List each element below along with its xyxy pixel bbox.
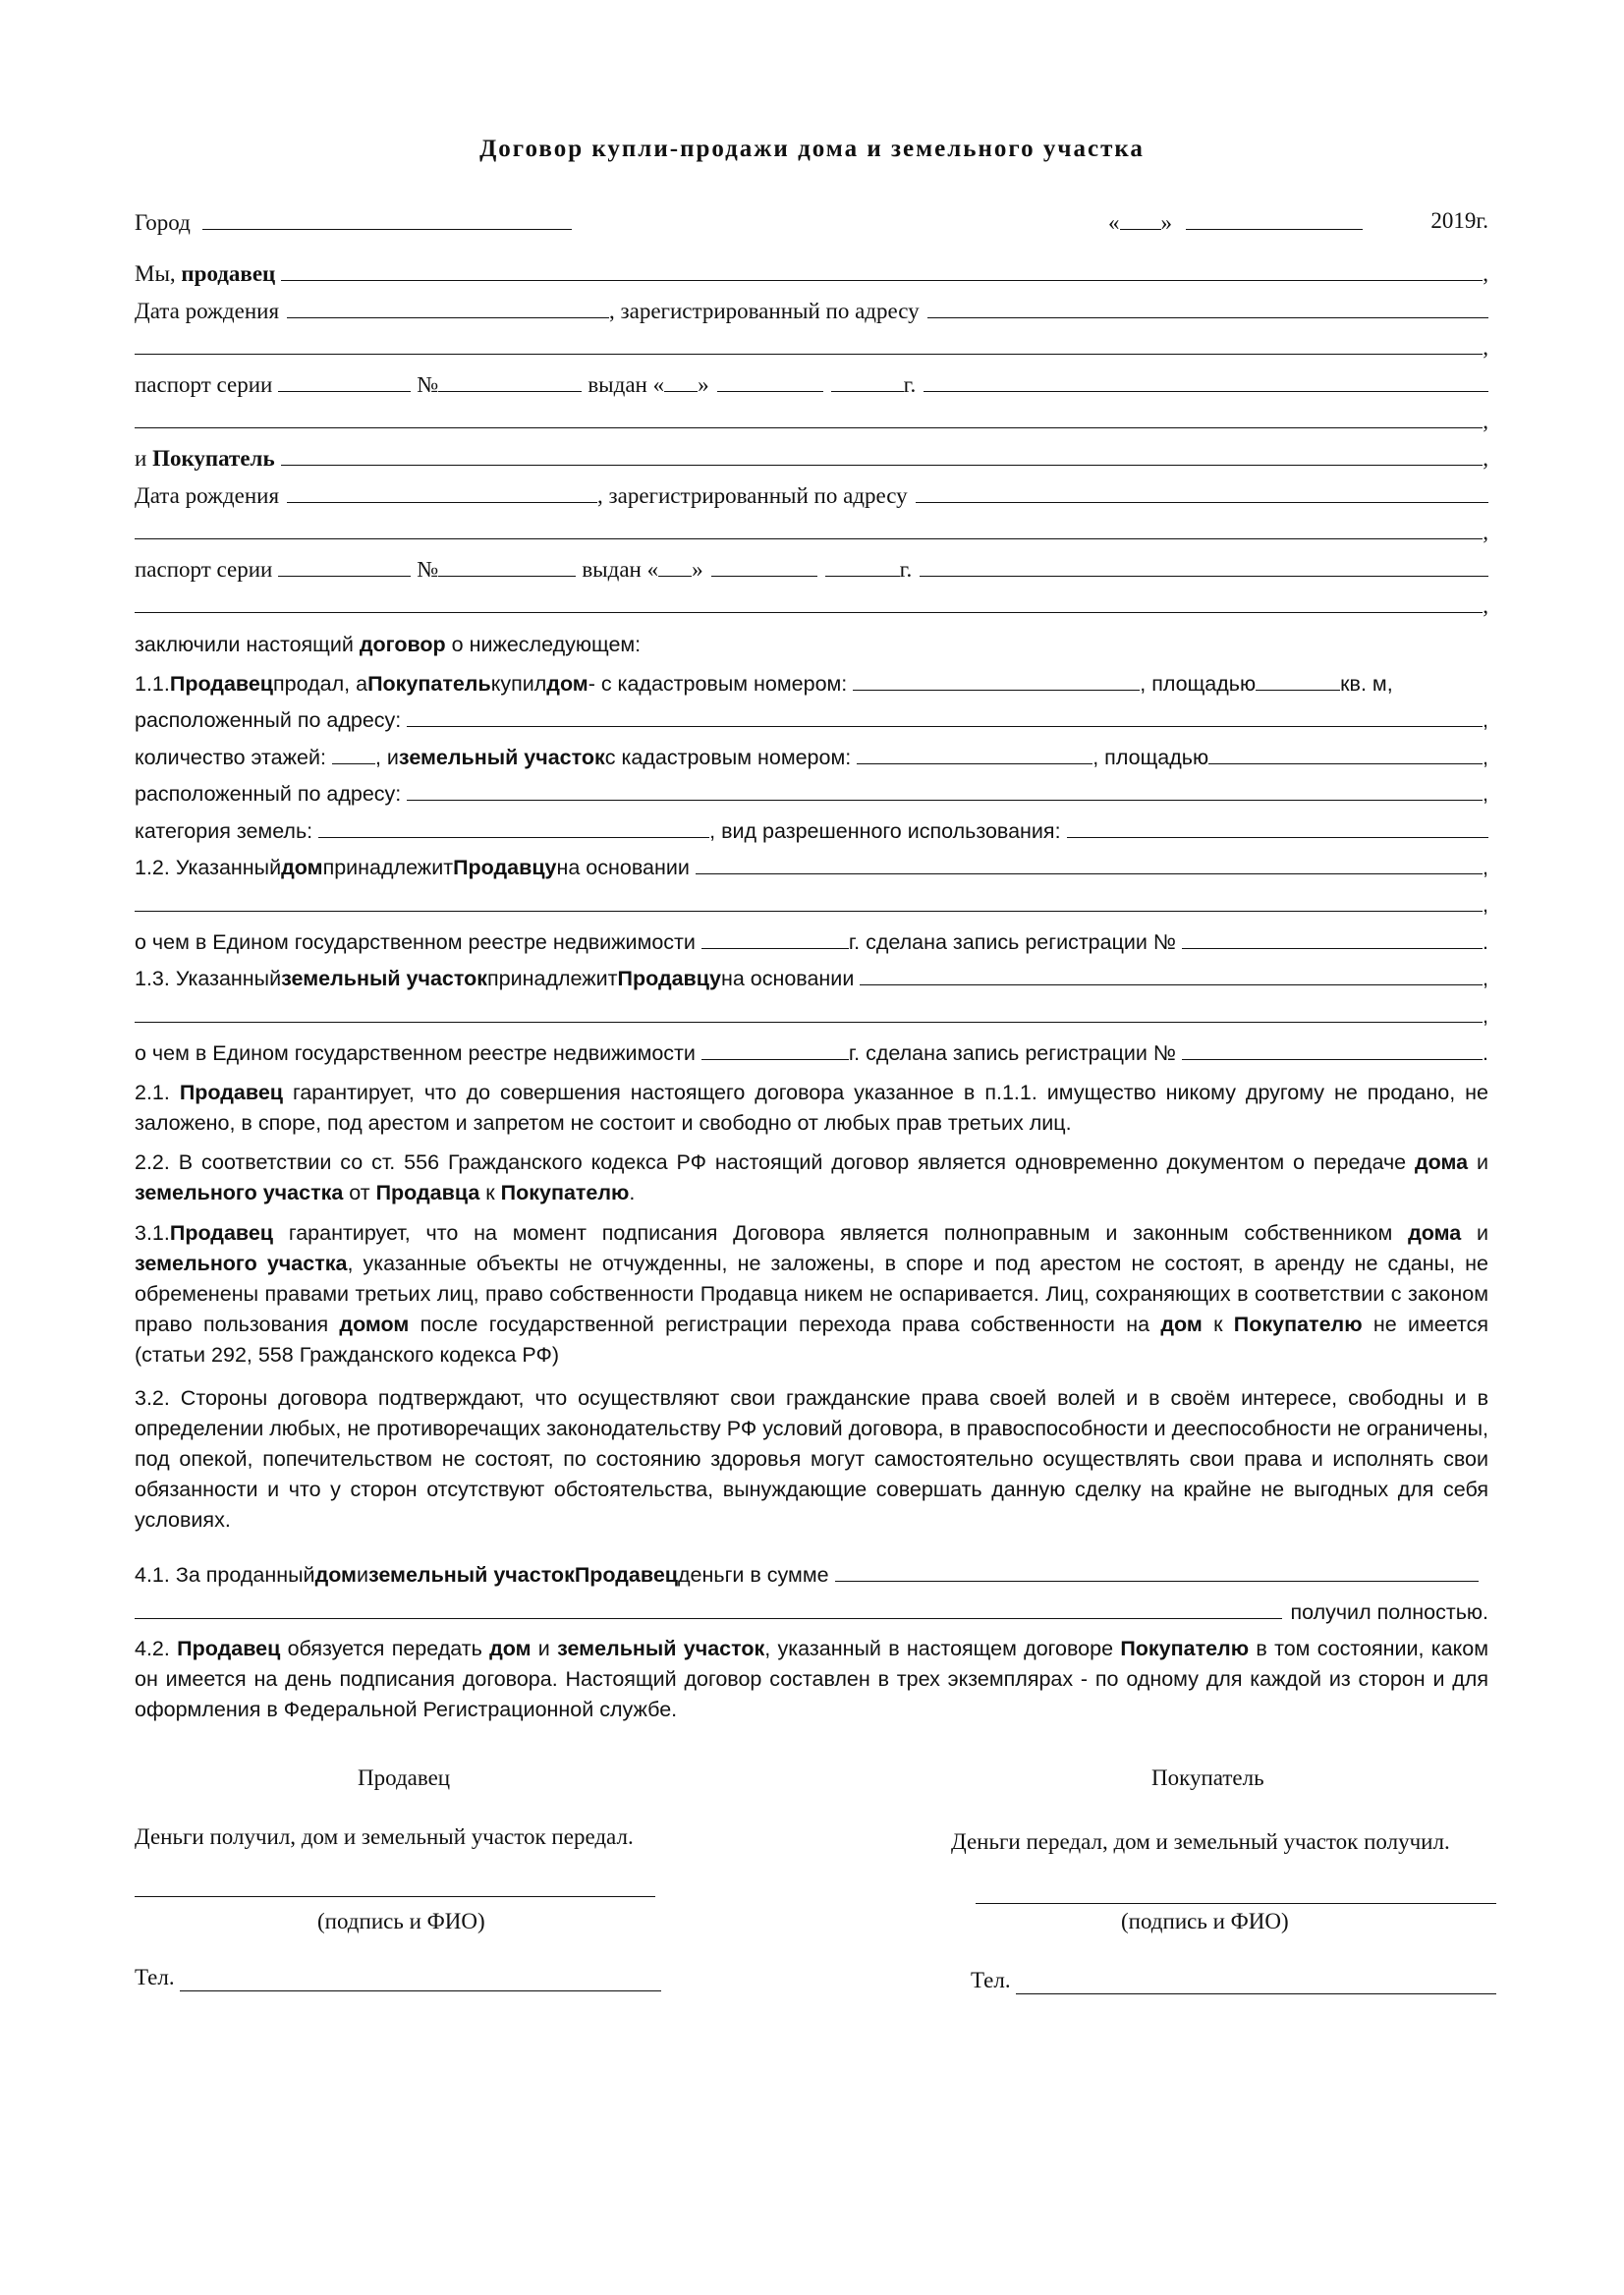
buyer-address-line-2: , <box>135 516 1488 545</box>
date-month-field[interactable] <box>1186 206 1363 230</box>
floors-field[interactable] <box>332 741 375 764</box>
land-registry-number-field[interactable] <box>1182 1036 1483 1060</box>
seller-issued-by-line-2: , <box>135 405 1488 434</box>
land-registry-date-field[interactable] <box>701 1036 849 1060</box>
seller-signature-heading: Продавец <box>358 1765 451 1790</box>
paragraph-2-1: 2.1. Продавец гарантирует, что до совершения настоящего договора указанное в п.1.1. имущество никому другому не продано, не заложено, в споре, под арестом и запретом не состоит и свободно от любых прав третьих лиц. <box>135 1081 1488 1135</box>
paragraph-4-2: 4.2. Продавец обязуется передать дом и земельный участок, указанный в настоящем договоре Покупателю в том состоянии, каком он имеется на день подписания договора. Настоящий договор составлен в трех экземплярах - по одному для каждой из сторон и для оформления в Федеральной Регистрационной службе. <box>135 1637 1488 1721</box>
land-ownership-basis-field-2[interactable] <box>135 999 1483 1023</box>
buyer-issued-by-field-2[interactable] <box>135 589 1483 613</box>
seller-address-line-2: , <box>135 331 1488 361</box>
buyer-phone-label: Тел. <box>971 1968 1011 1992</box>
seller-signature-caption: (подпись и ФИО) <box>317 1909 485 1933</box>
land-address-line: расположенный по адресу: , <box>135 777 1488 807</box>
buyer-signature-line[interactable] <box>976 1903 1496 1904</box>
city-label: Город <box>135 210 191 235</box>
buyer-issued-by-line-2: , <box>135 589 1488 619</box>
house-ownership-basis-line-2: , <box>135 888 1488 918</box>
land-category-field[interactable] <box>318 814 709 838</box>
paragraph-3-2: 3.2. Стороны договора подтверждают, что осуществляют свои гражданские права своей волей и в своём интересе, свободны и в определении любых, не противоречащих законодательству РФ условий договора, в правоспособности и дееспособности не ограничены, под опекой, попечительством не состоят, по состоянию здоровья могут самостоятельно осуществлять свои права и исполнять свои обязанности и что у сторон отсутствуют обстоятельства, вынуждающие совершать данную сделку на крайне не выгодных для себя условиях. <box>135 1386 1488 1532</box>
paragraph-3-1: 3.1.Продавец гарантирует, что на момент подписания Договора является полноправным и законным собственником дома и земельного участка, указанные объекты не отчужденны, не заложены, в споре и под арестом не состоят, в аренду не сданы, не обременены правами третьих лиц, право собственности Продавца никем не оспаривается. Лиц, сохраняющих в соответствии с законом право пользования домом после государственной регистрации перехода права собственности на дом к Покупателю не имеется (статьи 292, 558 Гражданского кодекса РФ) <box>135 1221 1489 1367</box>
house-registry-date-field[interactable] <box>701 925 849 949</box>
city-date-line <box>135 206 1488 236</box>
clause-1-1-line: 1.1. Продавец продал, а Покупатель купил дом - с кадастровым номером: , площадью кв. м, <box>135 667 1488 697</box>
buyer-signature-caption: (подпись и ФИО) <box>1121 1909 1289 1933</box>
house-address-field[interactable] <box>407 703 1483 727</box>
buyer-address-field[interactable] <box>916 479 1488 503</box>
land-category-line: категория земель: , вид разрешенного использования: <box>135 814 1488 844</box>
land-usage-field[interactable] <box>1067 814 1488 838</box>
buyer-role: Покупатель <box>152 446 275 471</box>
seller-name-line: Мы, продавец , <box>135 257 1488 287</box>
year-label: 2019г. <box>1430 208 1488 233</box>
seller-address-field[interactable] <box>927 295 1488 318</box>
house-registry-line: о чем в Едином государственном реестре недвижимости г. сделана запись регистрации № . <box>135 925 1488 955</box>
seller-phone-field[interactable] <box>180 1990 661 1991</box>
seller-passport-line: паспорт серии № выдан « » г. <box>135 368 1488 398</box>
clause-1-2-line: 1.2. Указанный дом принадлежит Продавцу на основании , <box>135 851 1488 880</box>
seller-phone-label: Тел. <box>135 1965 175 1989</box>
buyer-signature-heading: Покупатель <box>1151 1765 1264 1790</box>
paragraph-4-1-line: 4.1. За проданный дом и земельный участок Продавец деньги в сумме <box>135 1558 1488 1588</box>
seller-name-field[interactable] <box>281 257 1483 281</box>
land-registry-line: о чем в Едином государственном реестре недвижимости г. сделана запись регистрации № . <box>135 1036 1488 1066</box>
seller-passport-series-field[interactable] <box>278 368 411 392</box>
seller-birth-line: Дата рождения , зарегистрированный по адресу <box>135 295 1488 324</box>
house-ownership-basis-field-2[interactable] <box>135 888 1483 912</box>
house-cadastral-field[interactable] <box>853 667 1140 691</box>
clause-1-3-line: 1.3. Указанный земельный участок принадлежит Продавцу на основании , <box>135 962 1488 991</box>
house-ownership-basis-field[interactable] <box>696 851 1483 874</box>
buyer-birth-line: Дата рождения , зарегистрированный по адресу <box>135 479 1488 509</box>
seller-signature-line[interactable] <box>135 1896 655 1897</box>
buyer-birth-field[interactable] <box>287 479 597 503</box>
concluded-line: заключили настоящий договор о нижеследующем: <box>135 633 642 656</box>
land-area-field[interactable] <box>1208 741 1483 764</box>
buyer-name-line: и Покупатель , <box>135 442 1488 472</box>
buyer-issued-day-field[interactable] <box>658 553 692 577</box>
seller-issued-month-field[interactable] <box>717 368 823 392</box>
buyer-phone-field[interactable] <box>1016 1993 1496 1994</box>
house-area-field[interactable] <box>1256 667 1340 691</box>
buyer-name-field[interactable] <box>281 442 1484 466</box>
price-words-line: получил полностью. <box>135 1595 1488 1625</box>
buyer-passport-number-field[interactable] <box>438 553 576 577</box>
seller-passport-number-field[interactable] <box>438 368 582 392</box>
floors-land-line: количество этажей: , и земельный участок с кадастровым номером: , площадью , <box>135 741 1488 770</box>
seller-issued-year-field[interactable] <box>831 368 904 392</box>
house-registry-number-field[interactable] <box>1182 925 1483 949</box>
buyer-issued-year-field[interactable] <box>825 553 900 577</box>
seller-birth-field[interactable] <box>287 295 609 318</box>
land-ownership-basis-line-2: , <box>135 999 1488 1029</box>
city-field[interactable] <box>202 206 572 230</box>
buyer-statement: Деньги передал, дом и земельный участок получил. <box>951 1829 1450 1854</box>
land-address-field[interactable] <box>407 777 1483 801</box>
buyer-issued-month-field[interactable] <box>711 553 817 577</box>
document-title: Договор купли-продажи дома и земельного участка <box>479 136 1145 162</box>
land-ownership-basis-field[interactable] <box>860 962 1483 985</box>
seller-issued-by-field-2[interactable] <box>135 405 1483 428</box>
buyer-passport-line: паспорт серии № выдан « » г. <box>135 553 1488 583</box>
paragraph-2-2: 2.2. В соответствии со ст. 556 Гражданского кодекса РФ настоящий договор является одновременно документом о передаче дома и земельного участка от Продавца к Покупателю. <box>135 1150 1489 1204</box>
buyer-issued-by-field[interactable] <box>920 553 1488 577</box>
house-address-line: расположенный по адресу: , <box>135 703 1488 733</box>
seller-address-field-2[interactable] <box>135 331 1483 355</box>
seller-statement: Деньги получил, дом и земельный участок передал. <box>135 1824 634 1849</box>
seller-role: продавец <box>181 261 276 286</box>
price-field[interactable] <box>835 1558 1479 1582</box>
date-day-group: « » <box>1108 206 1363 238</box>
seller-issued-day-field[interactable] <box>664 368 698 392</box>
buyer-address-field-2[interactable] <box>135 516 1483 539</box>
seller-issued-by-field[interactable] <box>924 368 1488 392</box>
price-words-field[interactable] <box>135 1595 1282 1619</box>
buyer-passport-series-field[interactable] <box>278 553 411 577</box>
land-cadastral-field[interactable] <box>857 741 1092 764</box>
date-day-field[interactable] <box>1120 206 1161 230</box>
